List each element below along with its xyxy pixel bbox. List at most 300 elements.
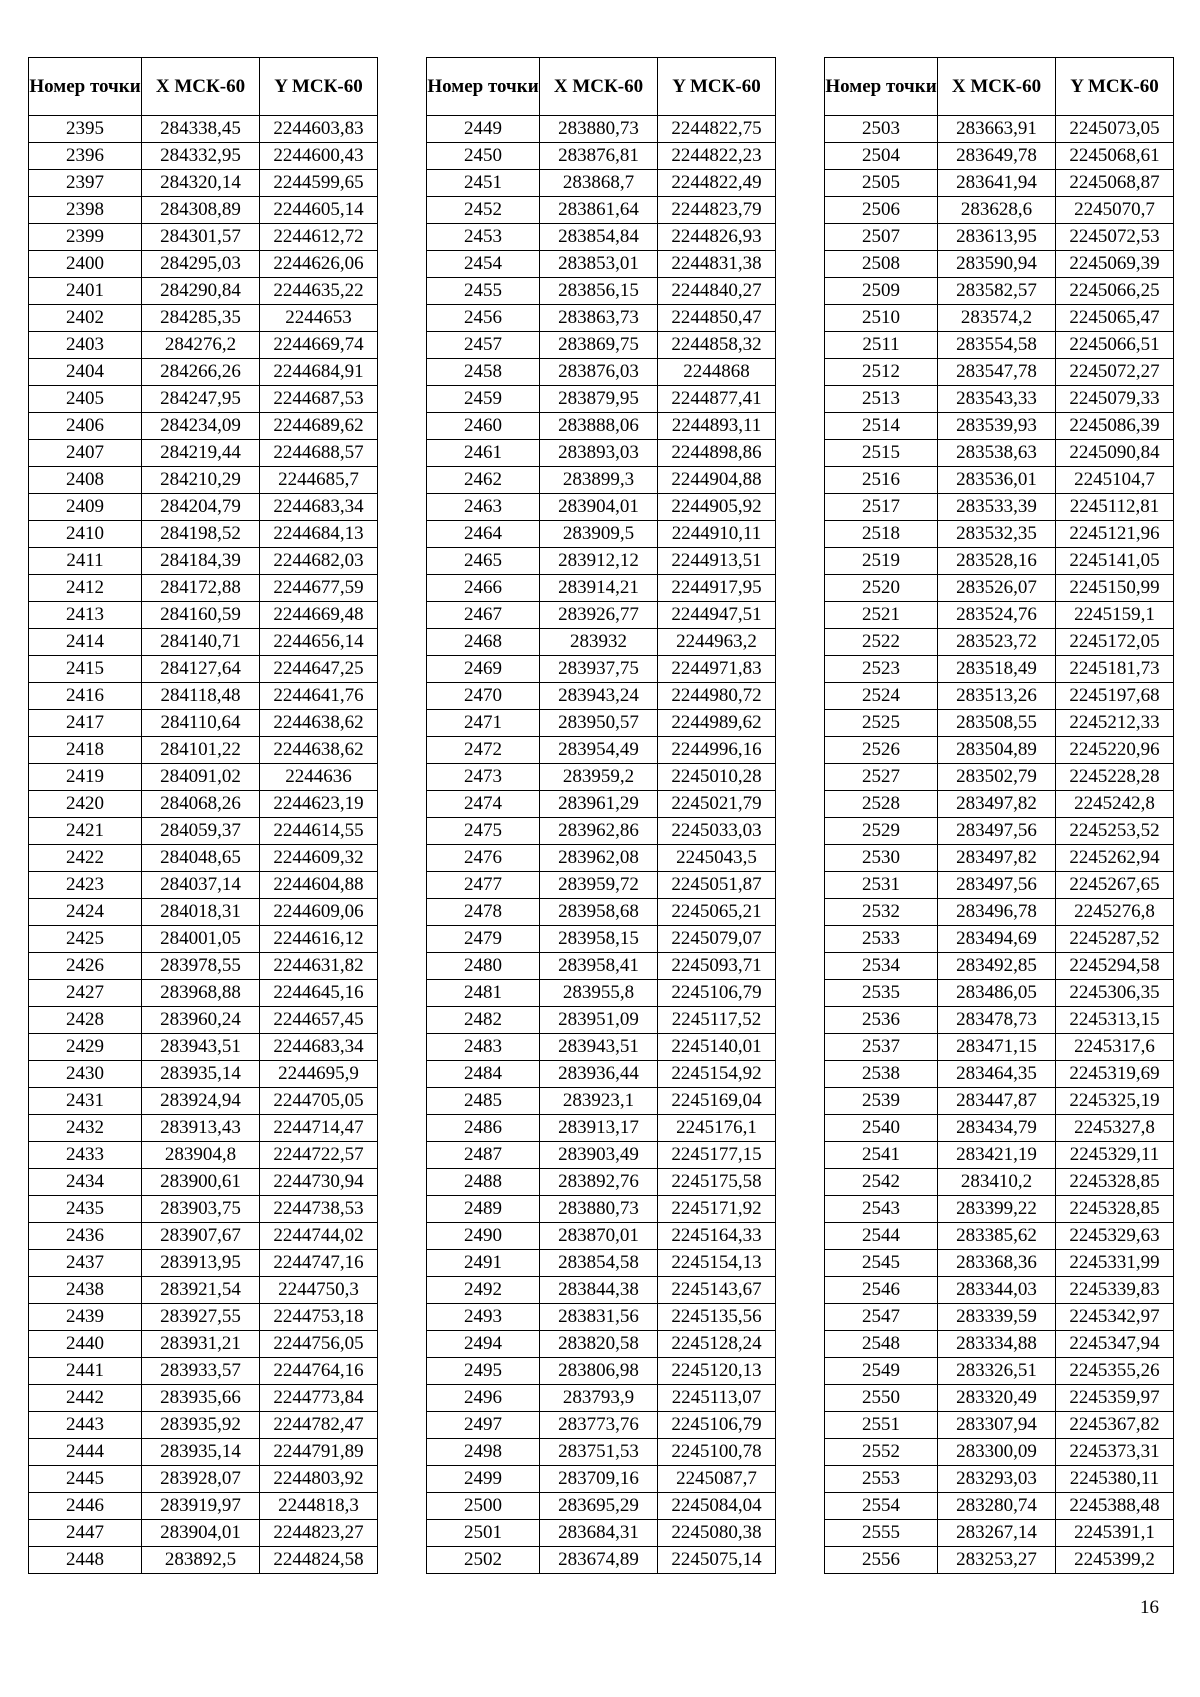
table-row <box>825 737 1174 764</box>
cell-x: 283344,03 <box>938 1277 1056 1304</box>
cell-point-number: 2420 <box>29 791 142 818</box>
table-row <box>427 953 776 980</box>
table-row <box>427 575 776 602</box>
cell-x: 283844,38 <box>540 1277 658 1304</box>
cell-x: 283806,98 <box>540 1358 658 1385</box>
table-row <box>427 926 776 953</box>
table-row <box>427 251 776 278</box>
cell-x: 283590,94 <box>938 251 1056 278</box>
cell-x: 283613,95 <box>938 224 1056 251</box>
table-row <box>825 1088 1174 1115</box>
table-row <box>825 1466 1174 1493</box>
cell-point-number: 2415 <box>29 656 142 683</box>
cell-point-number: 2441 <box>29 1358 142 1385</box>
table-row <box>427 1007 776 1034</box>
table-row <box>427 1412 776 1439</box>
cell-point-number: 2433 <box>29 1142 142 1169</box>
cell-y: 2245359,97 <box>1056 1385 1174 1412</box>
cell-y: 2245113,07 <box>658 1385 776 1412</box>
cell-y: 2245079,07 <box>658 926 776 953</box>
cell-point-number: 2495 <box>427 1358 540 1385</box>
cell-point-number: 2425 <box>29 926 142 953</box>
cell-y: 2244609,32 <box>260 845 378 872</box>
cell-point-number: 2424 <box>29 899 142 926</box>
table-row <box>427 278 776 305</box>
cell-point-number: 2501 <box>427 1520 540 1547</box>
table-row <box>427 791 776 818</box>
table-row <box>29 926 378 953</box>
cell-y: 2244738,53 <box>260 1196 378 1223</box>
table-row <box>29 548 378 575</box>
cell-y: 2244683,34 <box>260 1034 378 1061</box>
cell-x: 283863,73 <box>540 305 658 332</box>
cell-y: 2244913,51 <box>658 548 776 575</box>
cell-y: 2245373,31 <box>1056 1439 1174 1466</box>
table-row <box>427 1223 776 1250</box>
table-row <box>427 1466 776 1493</box>
cell-point-number: 2502 <box>427 1547 540 1574</box>
cell-y: 2245073,05 <box>1056 116 1174 143</box>
cell-point-number: 2467 <box>427 602 540 629</box>
cell-y: 2245072,53 <box>1056 224 1174 251</box>
cell-point-number: 2525 <box>825 710 938 737</box>
coordinates-table-1 <box>28 57 378 1574</box>
header-y: Y МСК-60 <box>260 58 378 116</box>
cell-y: 2244645,16 <box>260 980 378 1007</box>
cell-x: 283497,82 <box>938 791 1056 818</box>
cell-point-number: 2494 <box>427 1331 540 1358</box>
cell-point-number: 2491 <box>427 1250 540 1277</box>
cell-x: 283649,78 <box>938 143 1056 170</box>
cell-y: 2245068,87 <box>1056 170 1174 197</box>
table-row <box>29 899 378 926</box>
cell-point-number: 2508 <box>825 251 938 278</box>
cell-y: 2245128,24 <box>658 1331 776 1358</box>
cell-y: 2244831,38 <box>658 251 776 278</box>
cell-y: 2245051,87 <box>658 872 776 899</box>
table-row <box>825 1034 1174 1061</box>
cell-x: 283935,14 <box>142 1061 260 1088</box>
table-row <box>29 1439 378 1466</box>
table-row <box>29 413 378 440</box>
table-row <box>427 170 776 197</box>
cell-x: 283447,87 <box>938 1088 1056 1115</box>
cell-point-number: 2516 <box>825 467 938 494</box>
cell-y: 2244971,83 <box>658 656 776 683</box>
cell-point-number: 2513 <box>825 386 938 413</box>
cell-x: 284247,95 <box>142 386 260 413</box>
table-row <box>427 548 776 575</box>
table-row <box>29 1520 378 1547</box>
cell-y: 2245347,94 <box>1056 1331 1174 1358</box>
cell-x: 283932 <box>540 629 658 656</box>
cell-y: 2244669,48 <box>260 602 378 629</box>
table-row <box>427 494 776 521</box>
table-row <box>29 602 378 629</box>
cell-point-number: 2504 <box>825 143 938 170</box>
table-row <box>825 710 1174 737</box>
table-row <box>427 629 776 656</box>
cell-y: 2244638,62 <box>260 710 378 737</box>
cell-x: 283543,33 <box>938 386 1056 413</box>
cell-y: 2244764,16 <box>260 1358 378 1385</box>
cell-y: 2245169,04 <box>658 1088 776 1115</box>
cell-x: 284266,26 <box>142 359 260 386</box>
cell-x: 283961,29 <box>540 791 658 818</box>
cell-point-number: 2489 <box>427 1196 540 1223</box>
table-row <box>427 764 776 791</box>
cell-point-number: 2554 <box>825 1493 938 1520</box>
cell-y: 2244684,91 <box>260 359 378 386</box>
table-row <box>29 116 378 143</box>
cell-x: 283492,85 <box>938 953 1056 980</box>
cell-x: 284184,39 <box>142 548 260 575</box>
cell-y: 2244858,32 <box>658 332 776 359</box>
cell-x: 283868,7 <box>540 170 658 197</box>
table-row <box>427 1304 776 1331</box>
cell-x: 283385,62 <box>938 1223 1056 1250</box>
cell-point-number: 2479 <box>427 926 540 953</box>
cell-x: 284234,09 <box>142 413 260 440</box>
cell-point-number: 2455 <box>427 278 540 305</box>
cell-point-number: 2540 <box>825 1115 938 1142</box>
cell-point-number: 2435 <box>29 1196 142 1223</box>
cell-point-number: 2408 <box>29 467 142 494</box>
table-row <box>427 818 776 845</box>
header-y: Y МСК-60 <box>1056 58 1174 116</box>
cell-y: 2244868 <box>658 359 776 386</box>
cell-point-number: 2484 <box>427 1061 540 1088</box>
cell-y: 2245342,97 <box>1056 1304 1174 1331</box>
cell-point-number: 2534 <box>825 953 938 980</box>
cell-y: 2244682,03 <box>260 548 378 575</box>
table-row <box>427 1358 776 1385</box>
cell-point-number: 2456 <box>427 305 540 332</box>
cell-point-number: 2497 <box>427 1412 540 1439</box>
table-row <box>825 845 1174 872</box>
cell-x: 284068,26 <box>142 791 260 818</box>
table-row <box>825 251 1174 278</box>
cell-x: 283504,89 <box>938 737 1056 764</box>
table-row <box>825 386 1174 413</box>
table-row <box>29 359 378 386</box>
cell-point-number: 2429 <box>29 1034 142 1061</box>
cell-x: 283943,24 <box>540 683 658 710</box>
cell-y: 2245065,21 <box>658 899 776 926</box>
table-row <box>825 926 1174 953</box>
cell-point-number: 2482 <box>427 1007 540 1034</box>
cell-point-number: 2422 <box>29 845 142 872</box>
cell-y: 2245104,7 <box>1056 467 1174 494</box>
table-row <box>825 197 1174 224</box>
cell-y: 2245143,67 <box>658 1277 776 1304</box>
cell-point-number: 2402 <box>29 305 142 332</box>
cell-y: 2244893,11 <box>658 413 776 440</box>
cell-y: 2244850,47 <box>658 305 776 332</box>
cell-y: 2245140,01 <box>658 1034 776 1061</box>
cell-point-number: 2547 <box>825 1304 938 1331</box>
cell-point-number: 2477 <box>427 872 540 899</box>
table-row <box>29 1493 378 1520</box>
cell-x: 283326,51 <box>938 1358 1056 1385</box>
cell-x: 283709,16 <box>540 1466 658 1493</box>
cell-y: 2245172,05 <box>1056 629 1174 656</box>
header-x: X МСК-60 <box>540 58 658 116</box>
cell-x: 283793,9 <box>540 1385 658 1412</box>
cell-point-number: 2500 <box>427 1493 540 1520</box>
table-row <box>427 1250 776 1277</box>
cell-x: 283853,01 <box>540 251 658 278</box>
table-row <box>29 467 378 494</box>
cell-y: 2245065,47 <box>1056 305 1174 332</box>
cell-point-number: 2418 <box>29 737 142 764</box>
cell-point-number: 2445 <box>29 1466 142 1493</box>
cell-x: 283523,72 <box>938 629 1056 656</box>
cell-x: 284301,57 <box>142 224 260 251</box>
cell-y: 2244705,05 <box>260 1088 378 1115</box>
cell-x: 283892,76 <box>540 1169 658 1196</box>
cell-point-number: 2452 <box>427 197 540 224</box>
cell-y: 2245066,51 <box>1056 332 1174 359</box>
table-row <box>825 305 1174 332</box>
cell-y: 2244877,41 <box>658 386 776 413</box>
table-row <box>427 1034 776 1061</box>
cell-x: 283913,43 <box>142 1115 260 1142</box>
cell-y: 2245106,79 <box>658 980 776 1007</box>
cell-y: 2245135,56 <box>658 1304 776 1331</box>
cell-x: 283958,68 <box>540 899 658 926</box>
cell-point-number: 2458 <box>427 359 540 386</box>
cell-y: 2245329,63 <box>1056 1223 1174 1250</box>
cell-point-number: 2466 <box>427 575 540 602</box>
cell-point-number: 2515 <box>825 440 938 467</box>
cell-x: 283399,22 <box>938 1196 1056 1223</box>
table-row <box>29 1358 378 1385</box>
cell-point-number: 2423 <box>29 872 142 899</box>
cell-x: 284295,03 <box>142 251 260 278</box>
cell-y: 2244614,55 <box>260 818 378 845</box>
cell-x: 283486,05 <box>938 980 1056 1007</box>
cell-x: 284219,44 <box>142 440 260 467</box>
cell-point-number: 2530 <box>825 845 938 872</box>
cell-point-number: 2398 <box>29 197 142 224</box>
cell-point-number: 2548 <box>825 1331 938 1358</box>
cell-y: 2244823,79 <box>658 197 776 224</box>
cell-point-number: 2474 <box>427 791 540 818</box>
table-row <box>825 1358 1174 1385</box>
table-row <box>29 1547 378 1574</box>
table-row <box>427 1196 776 1223</box>
table-row <box>825 791 1174 818</box>
cell-y: 2245087,7 <box>658 1466 776 1493</box>
cell-point-number: 2454 <box>427 251 540 278</box>
cell-y: 2245325,19 <box>1056 1088 1174 1115</box>
table-row <box>825 548 1174 575</box>
cell-y: 2245090,84 <box>1056 440 1174 467</box>
table-row <box>427 143 776 170</box>
cell-y: 2245079,33 <box>1056 386 1174 413</box>
cell-point-number: 2488 <box>427 1169 540 1196</box>
table-row <box>29 1061 378 1088</box>
cell-y: 2244753,18 <box>260 1304 378 1331</box>
cell-y: 2244750,3 <box>260 1277 378 1304</box>
cell-x: 283950,57 <box>540 710 658 737</box>
cell-x: 283876,03 <box>540 359 658 386</box>
cell-y: 2244688,57 <box>260 440 378 467</box>
cell-y: 2244963,2 <box>658 629 776 656</box>
table-row <box>825 494 1174 521</box>
table-row <box>825 1115 1174 1142</box>
table-header-row <box>29 58 378 116</box>
cell-y: 2245319,69 <box>1056 1061 1174 1088</box>
cell-y: 2245380,11 <box>1056 1466 1174 1493</box>
cell-y: 2244917,95 <box>658 575 776 602</box>
cell-point-number: 2541 <box>825 1142 938 1169</box>
table-row <box>825 521 1174 548</box>
cell-point-number: 2509 <box>825 278 938 305</box>
cell-y: 2244782,47 <box>260 1412 378 1439</box>
cell-point-number: 2473 <box>427 764 540 791</box>
cell-point-number: 2450 <box>427 143 540 170</box>
cell-x: 283936,44 <box>540 1061 658 1088</box>
table-row <box>29 980 378 1007</box>
cell-x: 283960,24 <box>142 1007 260 1034</box>
cell-y: 2244826,93 <box>658 224 776 251</box>
cell-y: 2245306,35 <box>1056 980 1174 1007</box>
header-point-number: Номер точки <box>427 58 540 116</box>
table-row <box>29 224 378 251</box>
cell-point-number: 2460 <box>427 413 540 440</box>
cell-y: 2245072,27 <box>1056 359 1174 386</box>
cell-y: 2245112,81 <box>1056 494 1174 521</box>
table-row <box>825 953 1174 980</box>
table-row <box>825 1277 1174 1304</box>
table-row <box>427 737 776 764</box>
cell-point-number: 2531 <box>825 872 938 899</box>
cell-point-number: 2403 <box>29 332 142 359</box>
cell-point-number: 2492 <box>427 1277 540 1304</box>
coordinates-table-2 <box>426 57 776 1574</box>
table-row <box>427 440 776 467</box>
cell-point-number: 2426 <box>29 953 142 980</box>
cell-point-number: 2496 <box>427 1385 540 1412</box>
header-x: X МСК-60 <box>938 58 1056 116</box>
cell-y: 2245313,15 <box>1056 1007 1174 1034</box>
cell-point-number: 2527 <box>825 764 938 791</box>
cell-y: 2245328,85 <box>1056 1196 1174 1223</box>
table-row <box>29 1412 378 1439</box>
cell-point-number: 2399 <box>29 224 142 251</box>
table-row <box>29 1142 378 1169</box>
cell-x: 283339,59 <box>938 1304 1056 1331</box>
header-x: X МСК-60 <box>142 58 260 116</box>
table-row <box>427 1277 776 1304</box>
cell-y: 2245120,13 <box>658 1358 776 1385</box>
cell-x: 283937,75 <box>540 656 658 683</box>
cell-point-number: 2517 <box>825 494 938 521</box>
cell-y: 2244641,76 <box>260 683 378 710</box>
cell-y: 2244636 <box>260 764 378 791</box>
cell-point-number: 2524 <box>825 683 938 710</box>
cell-point-number: 2551 <box>825 1412 938 1439</box>
cell-x: 283684,31 <box>540 1520 658 1547</box>
cell-point-number: 2459 <box>427 386 540 413</box>
table-row <box>29 818 378 845</box>
cell-point-number: 2430 <box>29 1061 142 1088</box>
table-row <box>825 1385 1174 1412</box>
cell-x: 284160,59 <box>142 602 260 629</box>
table-row <box>427 224 776 251</box>
cell-y: 2244840,27 <box>658 278 776 305</box>
cell-x: 283959,2 <box>540 764 658 791</box>
cell-point-number: 2397 <box>29 170 142 197</box>
cell-x: 283497,56 <box>938 872 1056 899</box>
table-row <box>29 656 378 683</box>
cell-x: 284320,14 <box>142 170 260 197</box>
cell-x: 283927,55 <box>142 1304 260 1331</box>
cell-y: 2245355,26 <box>1056 1358 1174 1385</box>
cell-x: 283502,79 <box>938 764 1056 791</box>
cell-point-number: 2412 <box>29 575 142 602</box>
cell-point-number: 2555 <box>825 1520 938 1547</box>
cell-x: 283968,88 <box>142 980 260 1007</box>
table-row <box>29 305 378 332</box>
cell-y: 2244695,9 <box>260 1061 378 1088</box>
cell-point-number: 2421 <box>29 818 142 845</box>
cell-point-number: 2556 <box>825 1547 938 1574</box>
table-row <box>825 1223 1174 1250</box>
table-row <box>427 872 776 899</box>
cell-x: 283928,07 <box>142 1466 260 1493</box>
cell-x: 283962,86 <box>540 818 658 845</box>
cell-point-number: 2428 <box>29 1007 142 1034</box>
cell-y: 2245121,96 <box>1056 521 1174 548</box>
cell-x: 283903,75 <box>142 1196 260 1223</box>
table-row <box>29 683 378 710</box>
table-row <box>825 332 1174 359</box>
table-row <box>29 1304 378 1331</box>
table-row <box>427 1115 776 1142</box>
cell-y: 2245086,39 <box>1056 413 1174 440</box>
table-row <box>825 1439 1174 1466</box>
table-row <box>825 980 1174 1007</box>
cell-x: 283300,09 <box>938 1439 1056 1466</box>
cell-x: 283926,77 <box>540 602 658 629</box>
cell-y: 2245080,38 <box>658 1520 776 1547</box>
table-row <box>825 170 1174 197</box>
table-row <box>825 575 1174 602</box>
cell-x: 283955,8 <box>540 980 658 1007</box>
table-row <box>825 1331 1174 1358</box>
cell-x: 283919,97 <box>142 1493 260 1520</box>
cell-y: 2245220,96 <box>1056 737 1174 764</box>
cell-point-number: 2446 <box>29 1493 142 1520</box>
table-row <box>825 278 1174 305</box>
cell-y: 2244684,13 <box>260 521 378 548</box>
table-row <box>427 1385 776 1412</box>
cell-x: 283921,54 <box>142 1277 260 1304</box>
cell-y: 2245181,73 <box>1056 656 1174 683</box>
cell-y: 2244631,82 <box>260 953 378 980</box>
cell-point-number: 2431 <box>29 1088 142 1115</box>
cell-point-number: 2499 <box>427 1466 540 1493</box>
cell-x: 283641,94 <box>938 170 1056 197</box>
cell-y: 2244647,25 <box>260 656 378 683</box>
cell-x: 283574,2 <box>938 305 1056 332</box>
cell-y: 2245075,14 <box>658 1547 776 1574</box>
cell-x: 283880,73 <box>540 1196 658 1223</box>
cell-point-number: 2505 <box>825 170 938 197</box>
